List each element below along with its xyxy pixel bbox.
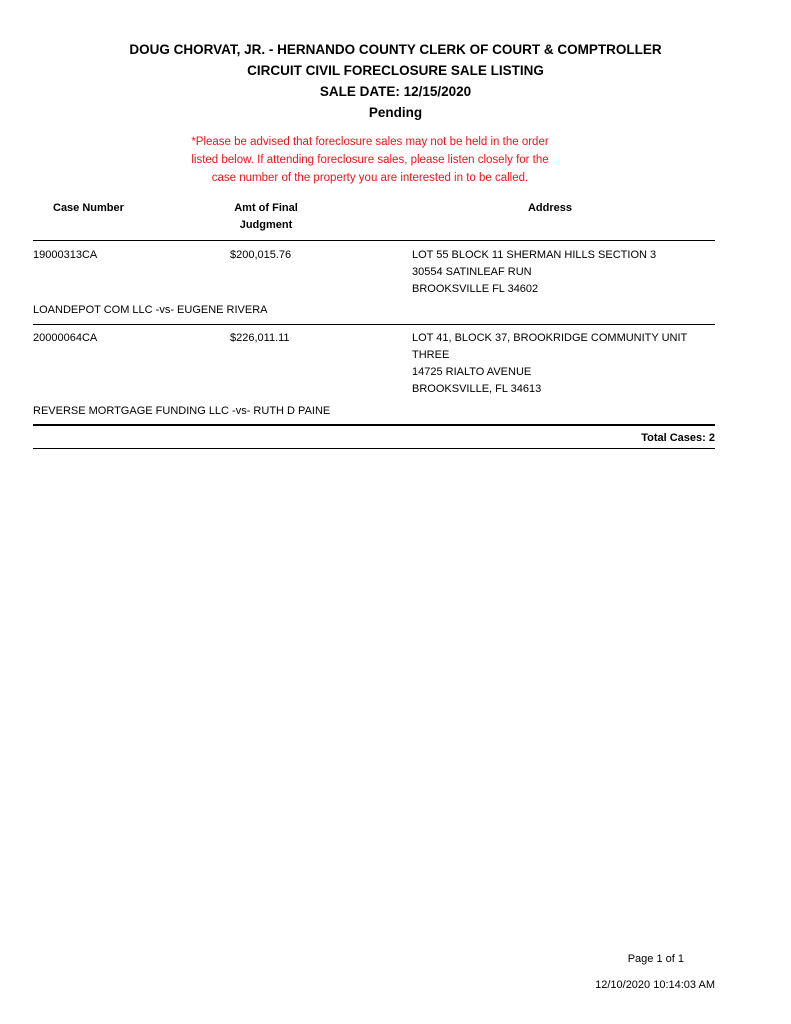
row-divider [33, 324, 715, 325]
address-line: BROOKSVILLE FL 34602 [412, 283, 539, 295]
print-timestamp: 12/10/2020 10:14:03 AM [595, 979, 715, 991]
bottom-divider [33, 448, 715, 449]
report-title: DOUG CHORVAT, JR. - HERNANDO COUNTY CLERK OF COURT & COMPTROLLER [129, 42, 662, 57]
address-line: LOT 41, BLOCK 37, BROOKRIDGE COMMUNITY UNIT [412, 332, 688, 344]
address-line: 14725 RIALTO AVENUE [412, 366, 532, 378]
report-subtitle: CIRCUIT CIVIL FORECLOSURE SALE LISTING [247, 63, 544, 78]
header-divider [33, 240, 715, 241]
column-header-amount [218, 200, 314, 234]
notice-line: case number of the property you are interested in to be called. [211, 172, 529, 184]
column-header-amount-line: Judgment [239, 219, 293, 231]
address-line: BROOKSVILLE, FL 34613 [412, 383, 542, 395]
notice-text [140, 133, 600, 187]
case-parties: REVERSE MORTGAGE FUNDING LLC -vs- RUTH D PAINE [33, 405, 331, 417]
sale-date: SALE DATE: 12/15/2020 [319, 84, 472, 99]
column-header-address: Address [527, 202, 573, 214]
case-number: 20000064CA [33, 332, 98, 344]
case-parties: LOANDEPOT COM LLC -vs- EUGENE RIVERA [33, 304, 268, 316]
page-number: Page 1 of 1 [627, 953, 684, 965]
property-address [412, 247, 717, 298]
case-number: 19000313CA [33, 249, 98, 261]
notice-line: *Please be advised that foreclosure sales may not be held in the order [191, 136, 549, 148]
address-line: THREE [412, 349, 450, 361]
total-cases: Total Cases: 2 [641, 432, 715, 444]
property-address [412, 330, 717, 398]
column-header-amount-line: Amt of Final [234, 202, 298, 214]
address-line: LOT 55 BLOCK 11 SHERMAN HILLS SECTION 3 [412, 249, 657, 261]
judgment-amount: $200,015.76 [230, 249, 292, 261]
column-header-case-number: Case Number [53, 202, 124, 214]
judgment-amount: $226,011.11 [230, 332, 290, 344]
notice-line: listed below. If attending foreclosure sales, please listen closely for the [191, 154, 549, 166]
status-label: Pending [368, 105, 423, 120]
address-line: 30554 SATINLEAF RUN [412, 266, 532, 278]
total-divider [33, 424, 715, 426]
